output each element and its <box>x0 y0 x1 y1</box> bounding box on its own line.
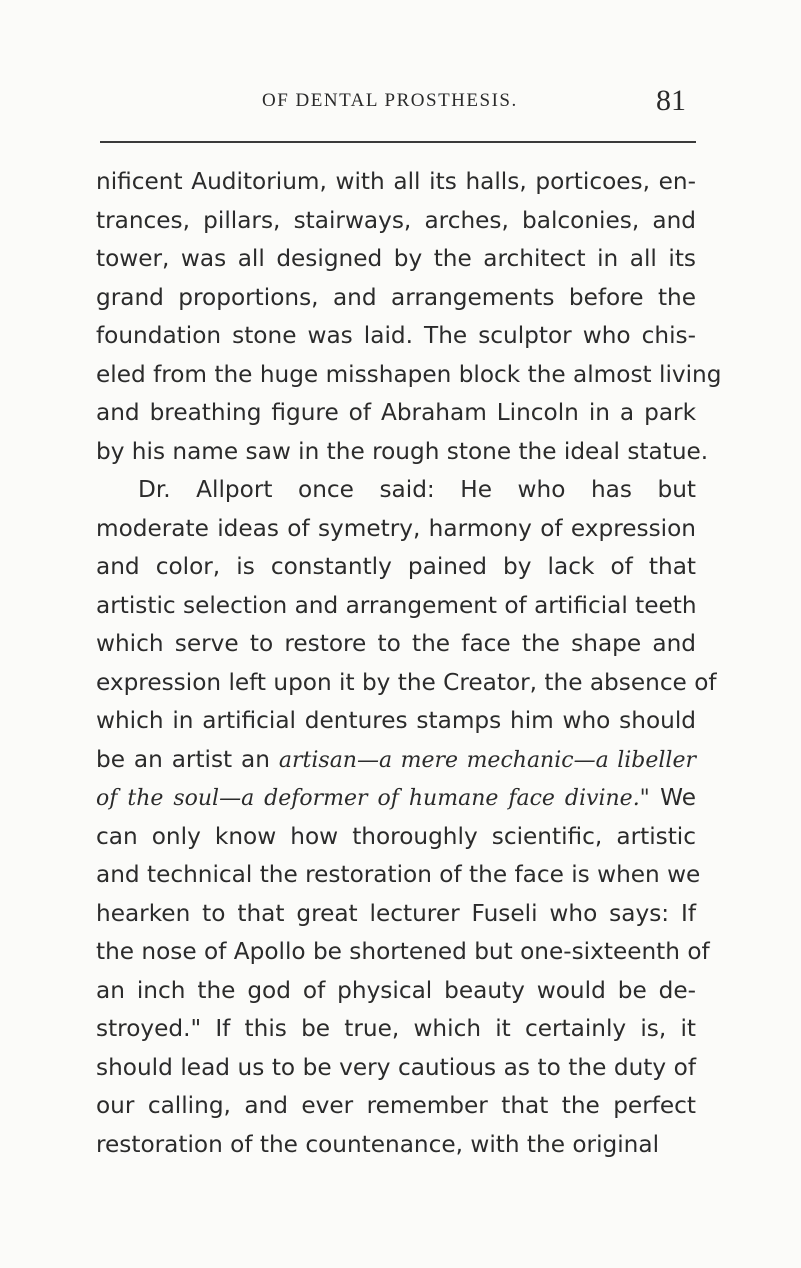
text-line: artistic selection and arrangement of artificial teeth <box>96 591 697 619</box>
text-line: and technical the restoration of the face is when we <box>96 861 701 888</box>
text-line: which serve to restore to the face the shape and <box>96 630 696 657</box>
text-line: and breathing figure of Abraham Lincoln in a park <box>96 399 696 426</box>
text-line: expression left upon it by the Creator, the absence of <box>96 668 717 696</box>
text-line: restoration of the countenance, with the original <box>96 1130 660 1158</box>
text-line-mixed <box>96 779 696 818</box>
text-line: eled from the huge misshapen block the almost living <box>96 360 722 388</box>
page-number: 81 <box>656 84 686 117</box>
text-line: our calling, and ever remember that the perfect <box>96 1092 696 1119</box>
italic-quote: of the soul—a deformer of humane face divine." <box>96 786 650 811</box>
text-line: grand proportions, and arrangements before the <box>96 283 696 311</box>
text-line: the nose of Apollo be shortened but one-sixteenth of <box>96 938 710 965</box>
text-line: trances, pillars, stairways, arches, balconies, and <box>96 206 696 234</box>
text-segment: We <box>660 784 696 811</box>
text-segment: be an artist an <box>96 745 270 773</box>
text-line: foundation stone was laid. The sculptor who chis- <box>96 322 696 349</box>
running-head: OF DENTAL PROSTHESIS. <box>262 90 518 111</box>
text-line: and color, is constantly pained by lack of that <box>96 553 696 580</box>
header-rule <box>100 141 696 143</box>
text-line: stroyed." If this be true, which it certainly is, it <box>96 1015 696 1042</box>
italic-quote: artisan—a mere mechanic—a libeller <box>278 747 697 773</box>
body-text <box>96 163 722 1164</box>
page-header <box>0 84 801 120</box>
text-line: which in artificial dentures stamps him who should <box>96 707 696 734</box>
text-line: moderate ideas of symetry, harmony of expression <box>96 514 696 542</box>
text-line: can only know how thoroughly scientific, artistic <box>96 822 696 850</box>
text-line: nificent Auditorium, with all its halls, porticoes, en- <box>96 168 696 195</box>
text-line: should lead us to be very cautious as to the duty of <box>96 1053 696 1081</box>
text-line: an inch the god of physical beauty would be de- <box>96 976 696 1004</box>
text-line: tower, was all designed by the architect in all its <box>96 245 696 272</box>
text-line: Dr. Allport once said: He who has but <box>138 476 696 503</box>
text-line: hearken to that great lecturer Fuseli who says: If <box>96 899 696 927</box>
text-line: by his name saw in the rough stone the ideal statue. <box>96 437 709 465</box>
text-line-mixed <box>96 741 696 780</box>
